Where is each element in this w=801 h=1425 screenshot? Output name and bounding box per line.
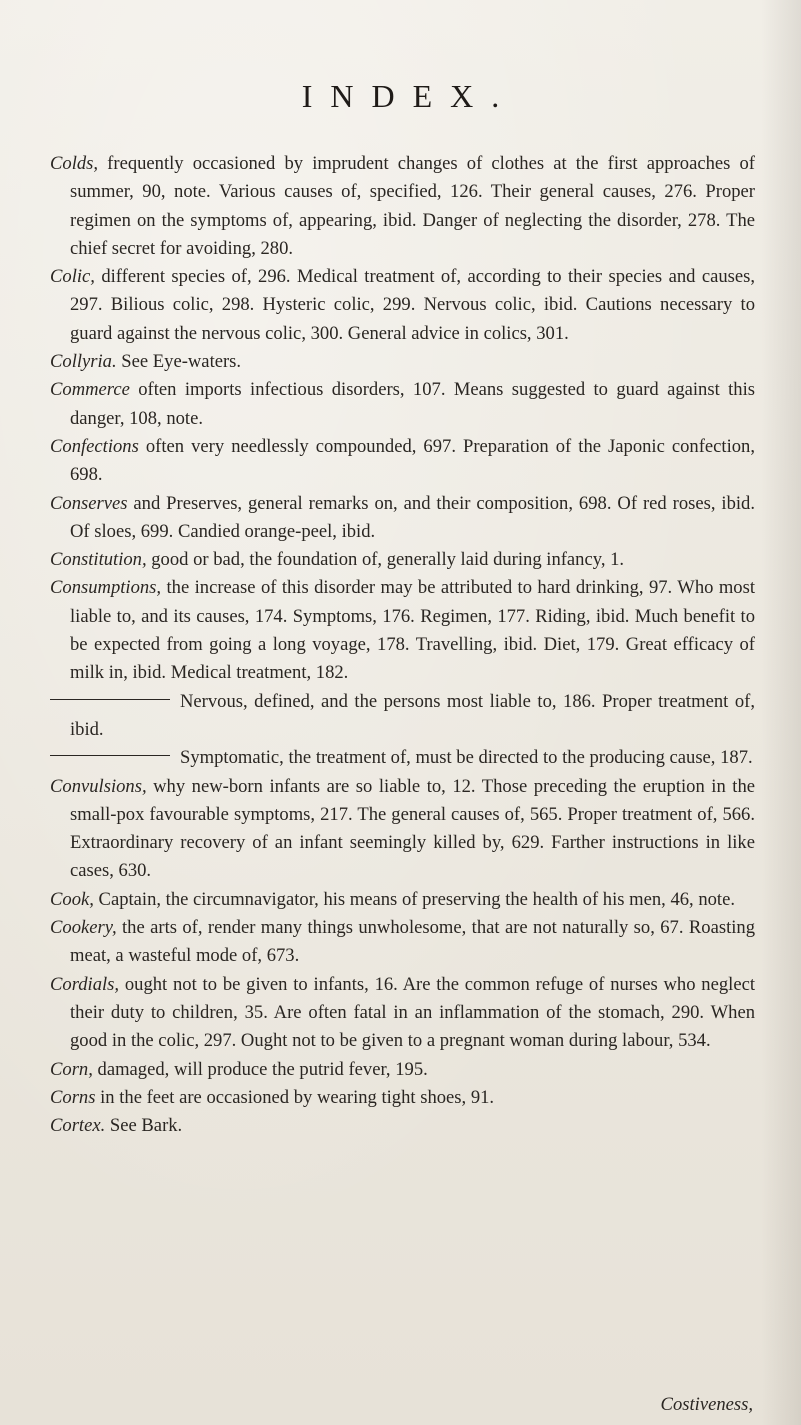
index-entry — [50, 1084, 755, 1112]
entry-term: Corn, — [50, 1058, 93, 1080]
entry-term: Convulsions, — [50, 775, 147, 797]
index-entry — [50, 971, 755, 1056]
index-entry — [50, 546, 755, 574]
entry-text: often very needlessly compounded, 697. Preparation of the Japonic confection, 698. — [70, 435, 755, 486]
entry-text: frequently occasioned by imprudent changes of clothes at the first approaches of summer, 90, note. Various causes of, specified, 126. Their general causes, 276. Proper regimen on the symptoms of, appearing, ibid. Danger of neglecting the disorder, 278. The chief secret for avoiding, 280. — [70, 153, 755, 259]
entry-term: Cordials, — [50, 973, 120, 995]
entry-term: Corns — [50, 1086, 96, 1108]
entry-term: Confections — [50, 435, 139, 457]
entry-term: Cortex. — [50, 1115, 106, 1137]
entry-text: damaged, will produce the putrid fever, 195. — [92, 1058, 428, 1080]
index-entry — [50, 886, 755, 914]
index-entry — [50, 348, 755, 376]
index-entries — [50, 150, 755, 1140]
index-entry — [50, 773, 755, 886]
entry-text: good or bad, the foundation of, generally laid during infancy, 1. — [146, 549, 625, 571]
entry-text: different species of, 296. Medical treatment of, according to their species and causes, 297. Bilious colic, 298. Hysteric colic, 299. Nervous colic, ibid. Cautions necessary to guard against the nervous colic, 300. General advice in colics, 301. — [70, 266, 755, 344]
index-entry — [50, 574, 755, 687]
index-entry — [50, 150, 755, 263]
index-subentry — [50, 744, 755, 772]
entry-text: often imports infectious disorders, 107. Means suggested to guard against this danger, 108, note. — [70, 379, 755, 429]
entry-text: Captain, the circumnavigator, his means of preserving the health of his men, 46, note. — [93, 888, 735, 910]
entry-term: Constitution, — [50, 549, 147, 571]
entry-text: in the feet are occasioned by wearing tight shoes, 91. — [95, 1086, 495, 1108]
entry-text: See Eye-waters. — [116, 351, 242, 373]
entry-text: the increase of this disorder may be attributed to hard drinking, 97. Who most liable to, and its causes, 174. Symptoms, 176. Regimen, 177. Riding, ibid. Much benefit to be expected from going a long voyage, 178. Travelling, ibid. Diet, 179. Great efficacy of milk in, ibid. Medical treatment, 182. — [70, 577, 755, 684]
index-entry — [50, 433, 755, 490]
page-header: INDEX. — [301, 78, 518, 114]
index-entry — [50, 1112, 755, 1140]
index-entry — [50, 490, 755, 547]
index-entry — [50, 914, 755, 971]
entry-text: Symptomatic, the treatment of, must be directed to the producing cause, 187. — [180, 747, 753, 769]
entry-text: why new-born infants are so liable to, 12. Those preceding the eruption in the small-pox favourable symptoms, 217. The general causes of, 565. Proper treatment of, 566. Extraordinary recovery of an infant seemingly killed by, 629. Farther instructions in like cases, 630. — [70, 775, 755, 882]
entry-term: Cook, — [50, 888, 94, 910]
index-entry — [50, 376, 755, 433]
index-entry — [50, 1056, 755, 1084]
entry-term: Colic, — [50, 266, 95, 288]
entry-text: the arts of, render many things unwholesome, that are not naturally so, 67. Roasting meat, a wasteful mode of, 673. — [70, 917, 755, 967]
entry-text: Nervous, defined, and the persons most liable to, 186. Proper treatment of, ibid. — [70, 690, 755, 740]
index-entry — [50, 263, 755, 348]
index-subentry — [50, 688, 755, 745]
entry-text: See Bark. — [105, 1115, 183, 1137]
entry-term: Conserves — [50, 492, 128, 514]
entry-term: Consumptions, — [50, 577, 162, 599]
entry-term: Colds, — [50, 153, 99, 174]
catchword: Costiveness, — [660, 1394, 753, 1415]
entry-text: ought not to be given to infants, 16. Are the common refuge of nurses who neglect their duty to children, 35. Are often fatal in an inflammation of the stomach, 290. When good in the colic, 297. Ought not to be given to a pregnant woman during labour, 534. — [70, 973, 755, 1052]
entry-term: Commerce — [50, 379, 130, 401]
entry-term: Cookery, — [50, 917, 117, 939]
ditto-rule — [50, 699, 170, 700]
entry-text: and Preserves, general remarks on, and their composition, 698. Of red roses, ibid. Of sloes, 699. Candied orange-peel, ibid. — [70, 492, 755, 542]
entry-term: Collyria. — [50, 351, 117, 373]
ditto-rule — [50, 755, 170, 756]
